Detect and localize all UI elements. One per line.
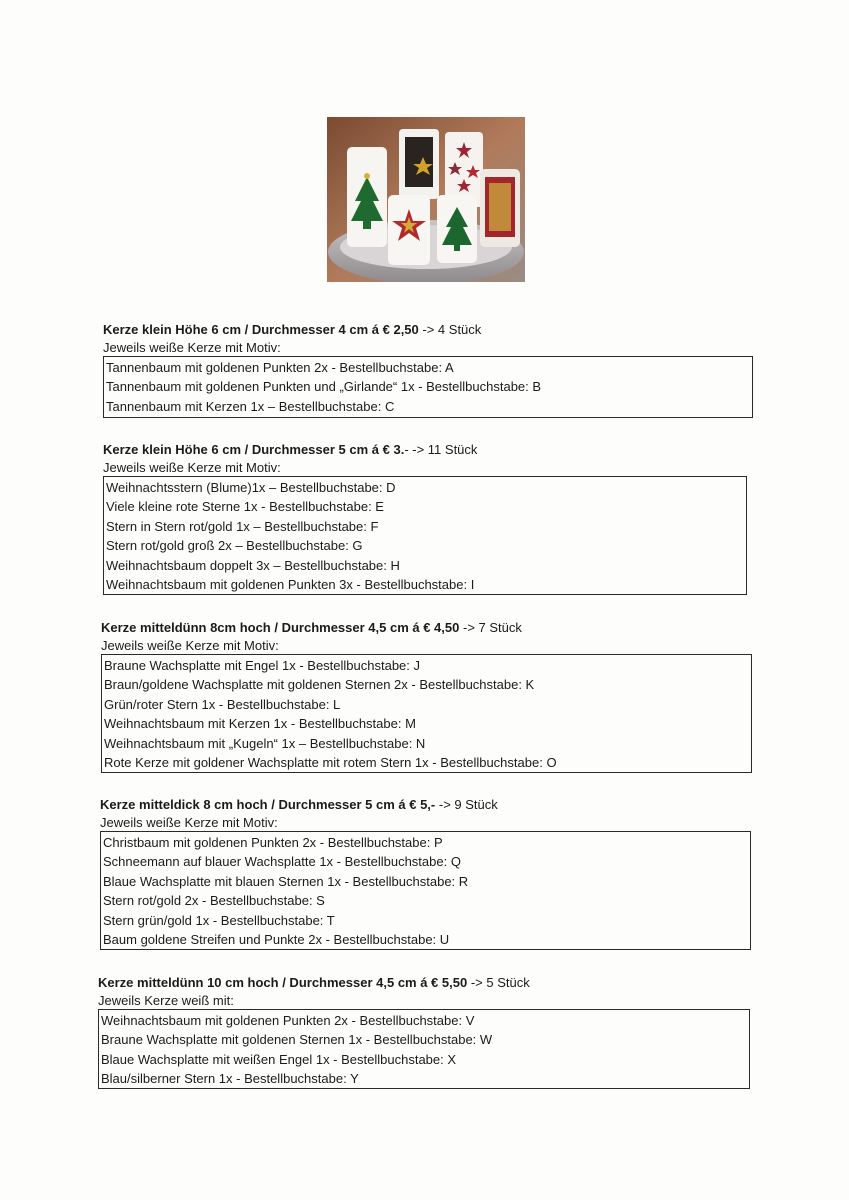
motif-list-box <box>103 356 753 418</box>
section-heading: Kerze klein Höhe 6 cm / Durchmesser 5 cm á € 3.- -> 11 Stück <box>103 442 478 457</box>
motif-list-box <box>100 831 751 950</box>
motif-item: Weihnachtsbaum doppelt 3x – Bestellbuchstabe: H <box>106 557 400 573</box>
motif-item: Blaue Wachsplatte mit weißen Engel 1x - Bestellbuchstabe: X <box>101 1051 457 1067</box>
motif-item: Grün/roter Stern 1x - Bestellbuchstabe: L <box>104 696 341 712</box>
motif-list-box <box>98 1009 750 1089</box>
section-subheading: Jeweils weiße Kerze mit Motiv: <box>101 638 279 653</box>
motif-item: Weihnachtsbaum mit goldenen Punkten 3x - Bestellbuchstabe: I <box>106 577 475 593</box>
motif-item: Braune Wachsplatte mit Engel 1x - Bestellbuchstabe: J <box>104 658 421 673</box>
motif-item: Braune Wachsplatte mit goldenen Sternen 1x - Bestellbuchstabe: W <box>101 1032 493 1048</box>
section-subheading: Jeweils weiße Kerze mit Motiv: <box>100 815 278 830</box>
motif-item: Blaue Wachsplatte mit blauen Sternen 1x - Bestellbuchstabe: R <box>103 873 469 889</box>
motif-item: Braun/goldene Wachsplatte mit goldenen Sternen 2x - Bestellbuchstabe: K <box>104 677 535 693</box>
motif-item: Schneemann auf blauer Wachsplatte 1x - Bestellbuchstabe: Q <box>103 854 461 870</box>
motif-list-box <box>101 654 752 773</box>
section-heading: Kerze klein Höhe 6 cm / Durchmesser 4 cm á € 2,50 -> 4 Stück <box>103 322 482 337</box>
motif-item: Stern in Stern rot/gold 1x – Bestellbuchstabe: F <box>106 518 379 534</box>
motif-item: Stern rot/gold groß 2x – Bestellbuchstabe: G <box>106 538 363 554</box>
motif-item: Tannenbaum mit goldenen Punkten und „Girlande“ 1x - Bestellbuchstabe: B <box>106 379 542 395</box>
motif-item: Stern grün/gold 1x - Bestellbuchstabe: T <box>103 912 335 928</box>
section-subheading: Jeweils Kerze weiß mit: <box>98 993 234 1008</box>
motif-item: Tannenbaum mit Kerzen 1x – Bestellbuchstabe: C <box>106 398 395 414</box>
section-heading: Kerze mitteldünn 10 cm hoch / Durchmesser 4,5 cm á € 5,50 -> 5 Stück <box>98 975 530 990</box>
motif-item: Blau/silberner Stern 1x - Bestellbuchstabe: Y <box>101 1071 359 1087</box>
section-heading: Kerze mitteldünn 8cm hoch / Durchmesser 4,5 cm á € 4,50 -> 7 Stück <box>101 620 522 635</box>
section-heading: Kerze mitteldick 8 cm hoch / Durchmesser 5 cm á € 5,- -> 9 Stück <box>100 797 498 812</box>
section-subheading: Jeweils weiße Kerze mit Motiv: <box>103 460 281 475</box>
motif-list-box <box>103 476 747 595</box>
motif-item: Weihnachtsbaum mit „Kugeln“ 1x – Bestellbuchstabe: N <box>104 735 426 751</box>
motif-item: Weihnachtsstern (Blume)1x – Bestellbuchstabe: D <box>106 480 396 495</box>
motif-item: Weihnachtsbaum mit goldenen Punkten 2x - Bestellbuchstabe: V <box>101 1013 475 1028</box>
motif-item: Baum goldene Streifen und Punkte 2x - Bestellbuchstabe: U <box>103 932 450 948</box>
section-subheading: Jeweils weiße Kerze mit Motiv: <box>103 340 281 355</box>
candle-section-small-4cm <box>103 321 753 418</box>
motif-item: Rote Kerze mit goldener Wachsplatte mit rotem Stern 1x - Bestellbuchstabe: O <box>104 755 557 771</box>
candle-section-medium-thick-8cm <box>100 796 751 950</box>
candle-section-medium-thin-8cm <box>101 619 752 773</box>
motif-item: Christbaum mit goldenen Punkten 2x - Bestellbuchstabe: P <box>103 835 443 850</box>
motif-item: Stern rot/gold 2x - Bestellbuchstabe: S <box>103 893 325 909</box>
candle-section-small-5cm <box>103 441 747 595</box>
motif-item: Weihnachtsbaum mit Kerzen 1x - Bestellbuchstabe: M <box>104 716 416 732</box>
candle-section-medium-thin-10cm <box>98 974 750 1089</box>
motif-item: Tannenbaum mit goldenen Punkten 2x - Bestellbuchstabe: A <box>106 360 454 375</box>
motif-item: Viele kleine rote Sterne 1x - Bestellbuchstabe: E <box>106 499 384 515</box>
candles-photo <box>327 117 525 282</box>
